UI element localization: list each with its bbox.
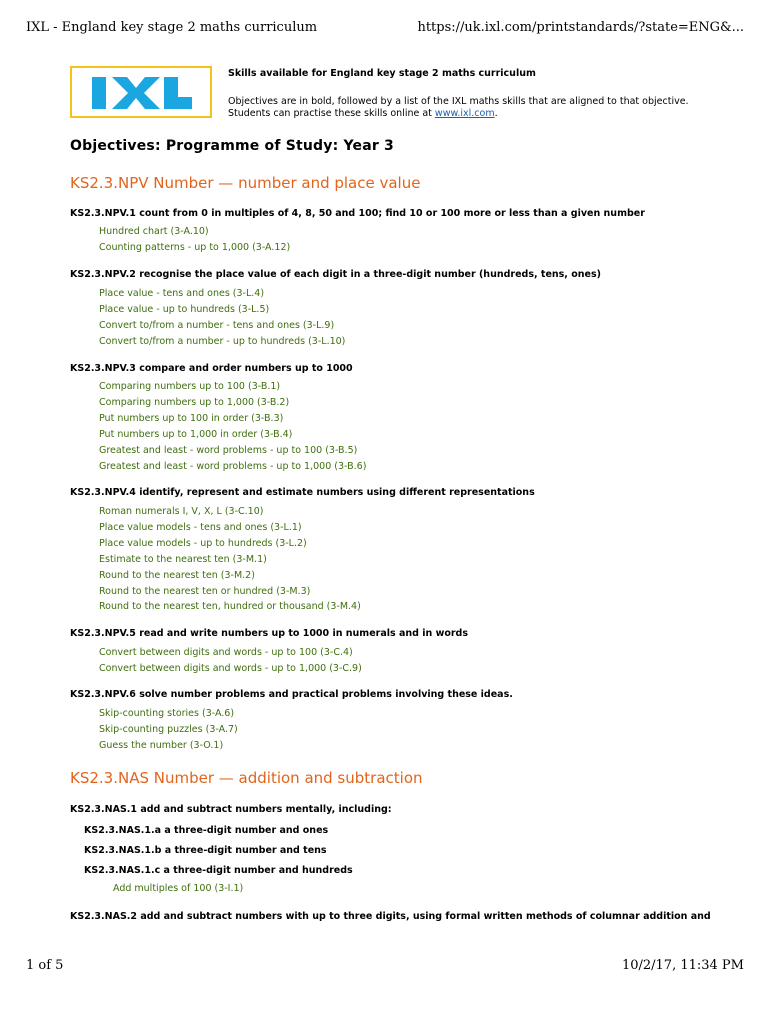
skill-link[interactable]: Place value models - tens and ones (3-L.1) <box>99 522 302 533</box>
objective-npv-1: KS2.3.NPV.1 count from 0 in multiples of 4, 8, 50 and 100; find 10 or 100 more or less than a given number <box>70 208 645 219</box>
objective-npv-5: KS2.3.NPV.5 read and write numbers up to 1000 in numerals and in words <box>70 628 469 639</box>
section-heading-nas: KS2.3.NAS Number — addition and subtraction <box>70 769 423 787</box>
skill-link[interactable]: Convert to/from a number - up to hundreds (3-L.10) <box>99 336 346 347</box>
print-page-title: IXL - England key stage 2 maths curriculum <box>26 20 318 35</box>
skill-link[interactable]: Place value models - up to hundreds (3-L.2) <box>99 538 307 549</box>
objective-nas-1: KS2.3.NAS.1 add and subtract numbers mentally, including: <box>70 804 392 815</box>
print-datetime: 10/2/17, 11:34 PM <box>621 958 744 973</box>
skill-link[interactable]: Convert between digits and words - up to 1,000 (3-C.9) <box>99 663 362 674</box>
intro-line-2 <box>228 108 720 120</box>
skill-link[interactable]: Skip-counting puzzles (3-A.7) <box>99 724 238 735</box>
skill-link[interactable]: Hundred chart (3-A.10) <box>99 226 209 237</box>
objective-npv-2: KS2.3.NPV.2 recognise the place value of each digit in a three-digit number (hundreds, tens, ones) <box>70 269 601 280</box>
ixl-logo-mark <box>90 74 194 112</box>
objective-nas-1c: KS2.3.NAS.1.c a three-digit number and hundreds <box>84 865 353 876</box>
print-page-url: https://uk.ixl.com/printstandards/?state=ENG&... <box>417 20 744 35</box>
skill-link[interactable]: Greatest and least - word problems - up to 1,000 (3-B.6) <box>99 461 367 472</box>
skill-link[interactable]: Greatest and least - word problems - up to 100 (3-B.5) <box>99 445 358 456</box>
print-header <box>0 0 768 60</box>
objective-npv-4: KS2.3.NPV.4 identify, represent and estimate numbers using different representations <box>70 487 535 498</box>
skill-link[interactable]: Convert to/from a number - tens and ones (3-L.9) <box>99 320 335 331</box>
intro-line-1: Objectives are in bold, followed by a list of the IXL maths skills that are aligned to that objective. <box>228 96 689 107</box>
intro-text <box>228 96 720 120</box>
skill-link[interactable]: Put numbers up to 1,000 in order (3-B.4) <box>99 429 293 440</box>
skill-link[interactable]: Round to the nearest ten (3-M.2) <box>99 570 255 581</box>
skill-link[interactable]: Estimate to the nearest ten (3-M.1) <box>99 554 267 565</box>
objective-nas-2: KS2.3.NAS.2 add and subtract numbers with up to three digits, using formal written methods of columnar addition and <box>70 911 711 922</box>
objectives-heading: Objectives: Programme of Study: Year 3 <box>70 138 394 154</box>
print-page-number: 1 of 5 <box>26 958 64 973</box>
intro-title: Skills available for England key stage 2 maths curriculum <box>228 68 536 79</box>
skill-link[interactable]: Round to the nearest ten or hundred (3-M.3) <box>99 586 311 597</box>
intro-block <box>228 68 720 120</box>
skill-link[interactable]: Comparing numbers up to 100 (3-B.1) <box>99 381 281 392</box>
skill-link[interactable]: Skip-counting stories (3-A.6) <box>99 708 235 719</box>
skill-link[interactable]: Add multiples of 100 (3-I.1) <box>113 883 244 894</box>
section-heading-npv: KS2.3.NPV Number — number and place value <box>70 174 421 192</box>
ixl-website-link[interactable]: www.ixl.com <box>434 108 495 119</box>
skill-link[interactable]: Counting patterns - up to 1,000 (3-A.12) <box>99 242 291 253</box>
objective-nas-1b: KS2.3.NAS.1.b a three-digit number and tens <box>84 845 327 856</box>
skill-link[interactable]: Put numbers up to 100 in order (3-B.3) <box>99 413 284 424</box>
skill-link[interactable]: Place value - up to hundreds (3-L.5) <box>99 304 270 315</box>
skill-link[interactable]: Place value - tens and ones (3-L.4) <box>99 288 265 299</box>
skill-link[interactable]: Round to the nearest ten, hundred or thousand (3-M.4) <box>99 601 361 612</box>
objective-npv-6: KS2.3.NPV.6 solve number problems and practical problems involving these ideas. <box>70 689 513 700</box>
skill-link[interactable]: Convert between digits and words - up to 100 (3-C.4) <box>99 647 353 658</box>
ixl-logo[interactable] <box>70 66 212 118</box>
skill-link[interactable]: Guess the number (3-O.1) <box>99 740 224 751</box>
skill-link[interactable]: Comparing numbers up to 1,000 (3-B.2) <box>99 397 290 408</box>
intro-line-2-prefix: Students can practise these skills online at <box>228 108 435 119</box>
objective-npv-3: KS2.3.NPV.3 compare and order numbers up to 1000 <box>70 363 353 374</box>
intro-line-2-suffix: . <box>494 108 498 119</box>
skill-link[interactable]: Roman numerals I, V, X, L (3-C.10) <box>99 506 264 517</box>
objective-nas-1a: KS2.3.NAS.1.a a three-digit number and ones <box>84 825 329 836</box>
